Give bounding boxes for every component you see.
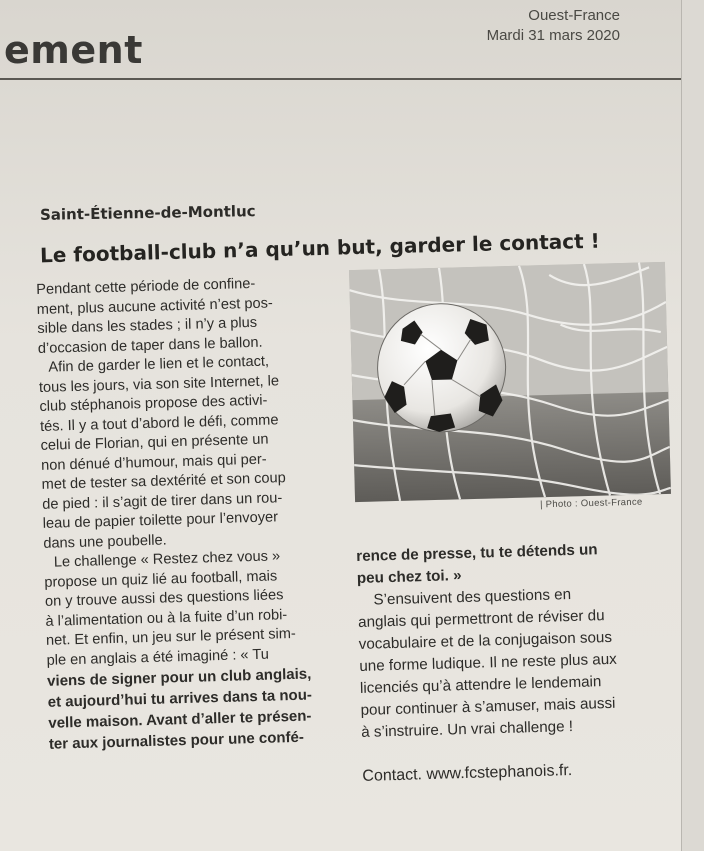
text-line: et aujourd’hui tu arrives dans ta nou- (47, 686, 313, 711)
publication-date: Mardi 31 mars 2020 (486, 27, 620, 44)
text-line: tés. Il y a tout d’abord le défi, comme (39, 411, 279, 435)
text-line: anglais qui permettront de réviser du (357, 607, 605, 631)
text-line: vocabulaire et de la conjugaison sous (358, 628, 613, 653)
adjacent-page-edge (681, 0, 704, 851)
article-location: Saint-Étienne-de-Montluc (39, 202, 256, 224)
text-line: sible dans les stades ; il n’y a plus (37, 314, 258, 337)
newspaper-name: Ouest-France (528, 7, 620, 24)
text-line: Afin de garder le lien et le contact, (48, 353, 270, 376)
text-line: peu chez toi. » (356, 567, 462, 587)
text-line: S’ensuivent des questions en (373, 586, 572, 609)
article-right-column (356, 538, 663, 788)
text-line: de pied : il s’agit de tirer dans un rou- (42, 489, 283, 513)
header-rule (0, 78, 704, 80)
text-line: met de tester sa dextérité et son coup (41, 470, 287, 493)
text-line: Le challenge « Restez chez vous » (53, 548, 281, 571)
text-line: licenciés qu’à attendre le lendemain (359, 673, 602, 697)
text-line: propose un quiz lié au football, mais (44, 567, 278, 591)
contact-line: Contact. www.fcstephanois.fr. (362, 762, 573, 785)
text-line: velle maison. Avant d’aller te présen- (48, 707, 312, 732)
text-line: celui de Florian, qui en présente un (40, 431, 269, 454)
text-line: ter aux journalistes pour une confé- (48, 728, 305, 753)
text-line: Pendant cette période de confine- (36, 275, 256, 298)
text-line: on y trouve aussi des questions liées (44, 587, 284, 610)
text-line: viens de signer pour un club anglais, (46, 665, 312, 690)
text-line: ment, plus aucune activité n’est pos- (36, 294, 273, 318)
text-line: une forme ludique. Il ne reste plus aux (359, 650, 618, 675)
text-line: rence de presse, tu te détends un (356, 541, 598, 565)
article-left-column (36, 273, 345, 755)
text-line: tous les jours, via son site Internet, le (38, 372, 280, 396)
text-line: dans une poubelle. (43, 531, 167, 552)
football-net-photo (349, 262, 671, 502)
photo-credit: | Photo : Ouest-France (539, 496, 643, 511)
text-line: d’occasion de taper dans le ballon. (37, 334, 263, 357)
football-in-net-image (349, 262, 671, 502)
text-line: à l’alimentation ou à la fuite d’un robi- (45, 606, 288, 630)
text-line: net. Et enfin, un jeu sur le présent sim- (45, 625, 297, 649)
text-line: pour continuer à s’amuser, mais aussi (360, 694, 616, 719)
section-title-fragment: ement (4, 28, 143, 72)
article-headline: Le football-club n’a qu’un but, garder le contact ! (39, 228, 601, 268)
text-line: club stéphanois propose des activi- (39, 392, 268, 415)
text-line: non dénué d’humour, mais qui per- (40, 451, 267, 474)
text-line: ple en anglais a été imaginé : « Tu (46, 646, 270, 669)
masthead (487, 6, 620, 46)
text-line: à s’instruire. Un vrai challenge ! (360, 718, 574, 741)
text-line: leau de papier toilette pour l’envoyer (42, 509, 279, 532)
